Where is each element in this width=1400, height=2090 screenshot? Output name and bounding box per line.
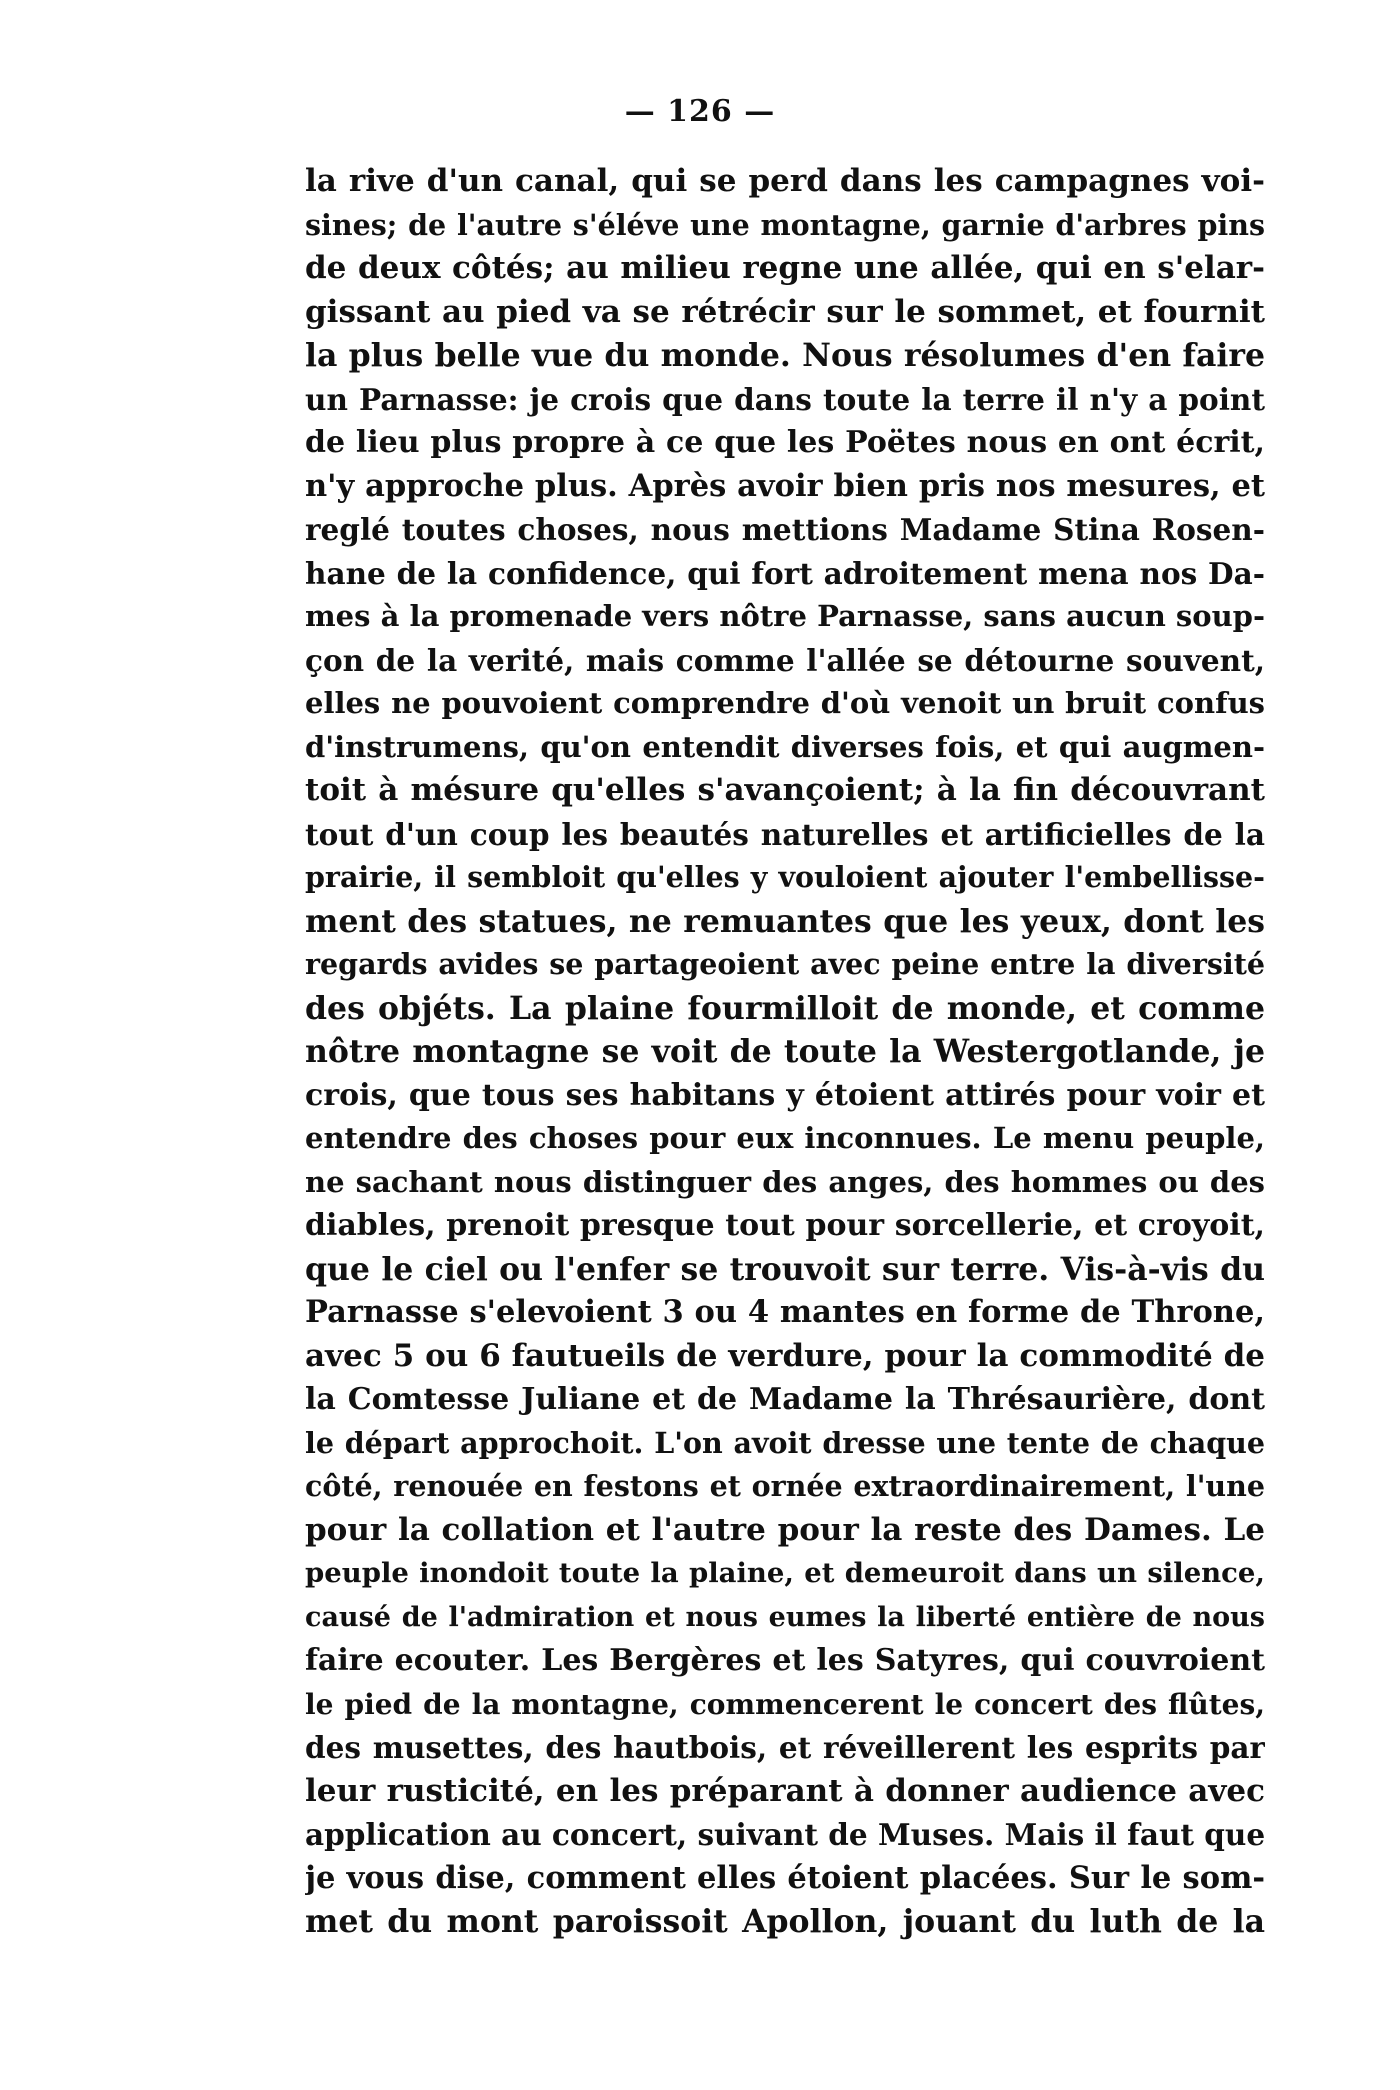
- text-line: n'y approche plus. Après avoir bien pris nos mesures, et: [305, 467, 1265, 504]
- text-line: toit à mésure qu'elles s'avançoient; à la fin découvrant: [305, 772, 1265, 808]
- text-line: nôtre montagne se voit de toute la Westergotlande, je: [305, 1033, 1265, 1070]
- text-line: faire ecouter. Les Bergères et les Satyres, qui couvroient: [305, 1643, 1265, 1678]
- text-line: la rive d'un canal, qui se perd dans les campagnes voi-: [305, 163, 1265, 199]
- text-line: diables, prenoit presque tout pour sorcellerie, et croyoit,: [305, 1208, 1265, 1243]
- text-line: regards avides se partageoient avec peine entre la diversité: [305, 947, 1265, 981]
- text-line: elles ne pouvoient comprendre d'où venoit un bruit confus: [305, 686, 1265, 720]
- text-line: la Comtesse Juliane et de Madame la Thrésaurière, dont: [305, 1382, 1265, 1417]
- text-line: le pied de la montagne, commencerent le concert des flûtes,: [305, 1687, 1265, 1721]
- text-line: côté, renouée en festons et ornée extraordinairement, l'une: [305, 1469, 1265, 1503]
- text-line: je vous dise, comment elles étoient placées. Sur le som-: [305, 1859, 1265, 1896]
- text-line: entendre des choses pour eux inconnues. Le menu peuple,: [305, 1121, 1265, 1155]
- text-line: application au concert, suivant de Muses. Mais il faut que: [305, 1817, 1265, 1852]
- text-line: tout d'un coup les beautés naturelles et artificielles de la: [305, 816, 1265, 852]
- text-line: la plus belle vue du monde. Nous résolumes d'en faire: [305, 337, 1265, 374]
- text-line: Parnasse s'elevoient 3 ou 4 mantes en forme de Throne,: [305, 1294, 1265, 1330]
- text-line: de lieu plus propre à ce que les Poëtes nous en ont écrit,: [305, 425, 1265, 460]
- text-line: sines; de l'autre s'éléve une montagne, garnie d'arbres pins: [305, 207, 1265, 242]
- text-line: gissant au pied va se rétrécir sur le sommet, et fournit: [305, 293, 1265, 330]
- body-text: [305, 160, 1265, 1944]
- text-line: mes à la promenade vers nôtre Parnasse, sans aucun soup-: [305, 599, 1265, 633]
- text-line: des objéts. La plaine fourmilloit de monde, et comme: [305, 989, 1265, 1027]
- text-line: ment des statues, ne remuantes que les yeux, dont les: [305, 902, 1265, 940]
- text-line: reglé toutes choses, nous mettions Madame Stina Rosen-: [305, 512, 1265, 547]
- text-line: çon de la verité, mais comme l'allée se détourne souvent,: [305, 642, 1265, 678]
- text-line: peuple inondoit toute la plaine, et demeuroit dans un silence,: [305, 1557, 1265, 1589]
- text-line: le départ approchoit. L'on avoit dresse une tente de chaque: [305, 1425, 1265, 1460]
- text-line: crois, que tous ses habitans y étoient attirés pour voir et: [305, 1077, 1265, 1113]
- text-line: un Parnasse: je crois que dans toute la terre il n'y a point: [305, 381, 1265, 417]
- text-line: causé de l'admiration et nous eumes la liberté entière de nous: [305, 1601, 1265, 1633]
- text-line: met du mont paroissoit Apollon, jouant du luth de la: [305, 1903, 1265, 1940]
- text-line: leur rusticité, en les préparant à donner audience avec: [305, 1772, 1265, 1809]
- text-line: des musettes, des hautbois, et réveillerent les esprits par: [305, 1730, 1265, 1765]
- text-line: de deux côtés; au milieu regne une allée, qui en s'elar-: [305, 250, 1265, 286]
- text-line: ne sachant nous distinguer des anges, des hommes ou des: [305, 1164, 1265, 1199]
- text-line: pour la collation et l'autre pour la reste des Dames. Le: [305, 1511, 1265, 1548]
- text-line: que le ciel ou l'enfer se trouvoit sur terre. Vis-à-vis du: [305, 1250, 1265, 1288]
- text-line: avec 5 ou 6 fautueils de verdure, pour la commodité de: [305, 1337, 1265, 1374]
- text-line: d'instrumens, qu'on entendit diverses fois, et qui augmen-: [305, 729, 1265, 764]
- text-line: hane de la confidence, qui fort adroitement mena nos Da-: [305, 555, 1265, 591]
- page-number: — 126 —: [624, 94, 776, 129]
- text-line: prairie, il sembloit qu'elles y vouloient ajouter l'embellisse-: [305, 860, 1265, 894]
